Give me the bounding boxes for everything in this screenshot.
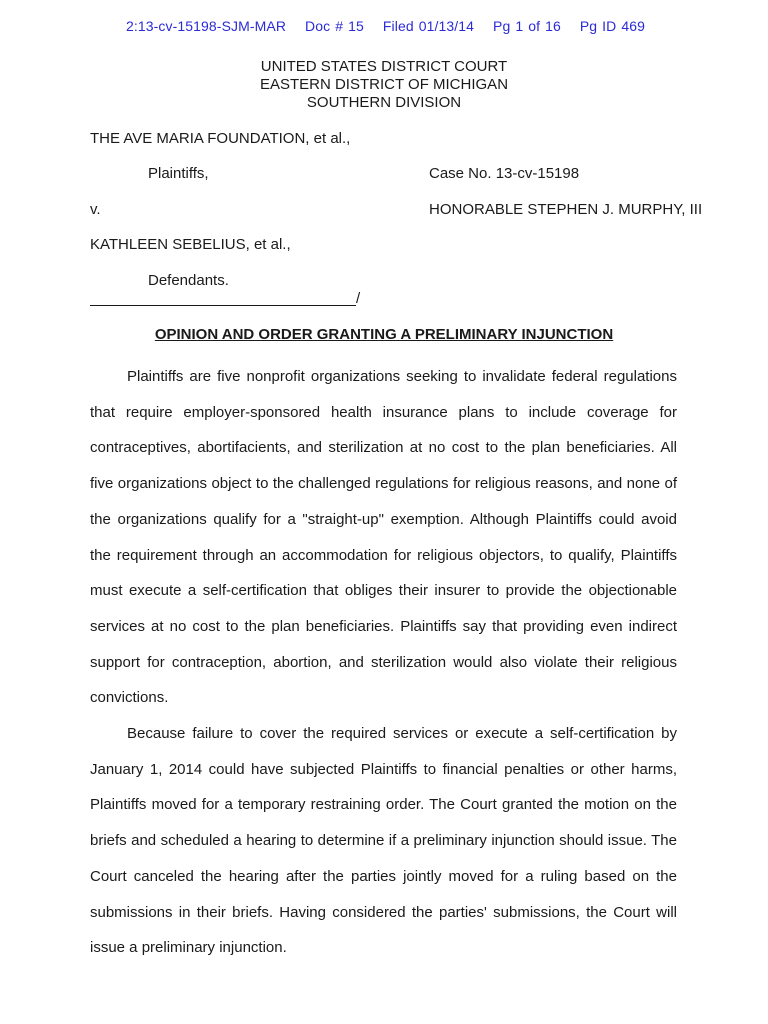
- case-number: Case No. 13-cv-15198: [429, 165, 580, 182]
- plaintiff-role: Plaintiffs,: [148, 165, 209, 182]
- judge-name: HONORABLE STEPHEN J. MURPHY, III: [429, 201, 703, 218]
- court-division: SOUTHERN DIVISION: [306, 94, 462, 111]
- doc-number-stamp: Doc # 15: [305, 18, 364, 34]
- filed-date-stamp: Filed 01/13/14: [382, 18, 475, 34]
- paragraph: Plaintiffs are five nonprofit organizations seeking to invalidate federal regulations that require employer-sponsored health insurance plans to include coverage for contraceptives, abortifacients, and sterilization at no cost to the plan beneficiaries. All five organizations object to the challenged regulations for religious reasons, and none of the organizations qualify for a "straight-up" exemption. Although Plaintiffs could avoid the requirement through an accommodation for religious objectors, to qualify, Plaintiffs must execute a self-certification that obliges their insurer to provide the objectionable services at no cost to the plan beneficiaries. Plaintiffs say that providing even indirect support for contraception, abortion, and sterilization would also violate their religious convictions.: [90, 368, 677, 707]
- court-name: UNITED STATES DISTRICT COURT: [260, 58, 508, 75]
- paragraph: Because failure to cover the required services or execute a self-certification by January 1, 2014 could have subjected Plaintiffs to financial penalties or other harms, Plaintiffs moved for a temporary restraining order. The Court granted the motion on the briefs and scheduled a hearing to determine if a preliminary injunction should issue. The Court canceled the hearing after the parties jointly moved for a ruling based on the submissions in their briefs. Having considered the parties' submissions, the Court will issue a preliminary injunction.: [90, 725, 677, 957]
- opinion-body: [90, 359, 677, 966]
- versus-label: v.: [90, 201, 101, 218]
- court-district: EASTERN DISTRICT OF MICHIGAN: [259, 76, 509, 93]
- document-title: OPINION AND ORDER GRANTING A PRELIMINARY INJUNCTION: [154, 326, 614, 343]
- page-count-stamp: Pg 1 of 16: [493, 18, 561, 34]
- caption-divider-slash: /: [356, 290, 361, 307]
- ecf-filing-header: [126, 18, 645, 34]
- page-id-stamp: Pg ID 469: [579, 18, 646, 34]
- plaintiff-name: THE AVE MARIA FOUNDATION, et al.,: [90, 130, 351, 147]
- case-number-stamp: 2:13-cv-15198-SJM-MAR: [126, 18, 287, 34]
- defendant-name: KATHLEEN SEBELIUS, et al.,: [90, 236, 291, 253]
- caption-divider-line: [90, 291, 356, 306]
- defendant-role: Defendants.: [148, 272, 229, 289]
- court-heading: [0, 58, 768, 112]
